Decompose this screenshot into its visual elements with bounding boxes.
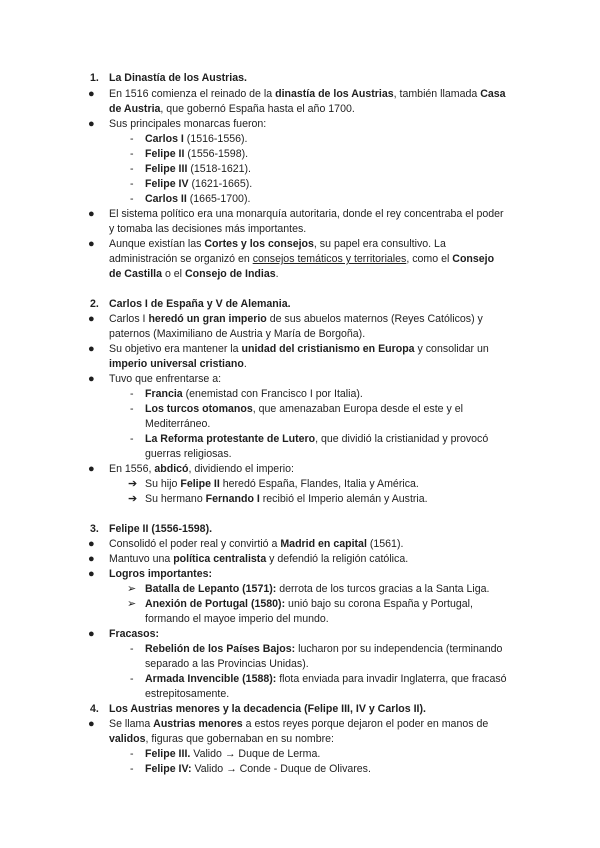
bullet-icon: ● bbox=[88, 628, 95, 640]
section-title: Los Austrias menores y la decadencia (Felipe III, IV y Carlos II). bbox=[109, 703, 426, 715]
dash-icon: - bbox=[130, 388, 134, 400]
dash-icon: - bbox=[130, 148, 134, 160]
bullet-icon: ● bbox=[88, 88, 95, 100]
bullet-icon: ● bbox=[88, 238, 95, 250]
dash-icon: - bbox=[130, 178, 134, 190]
section-title: Carlos I de España y V de Alemania. bbox=[109, 298, 291, 310]
section-title: La Dinastía de los Austrias. bbox=[109, 72, 247, 84]
bullet-icon: ● bbox=[88, 208, 95, 220]
dash-icon: - bbox=[130, 433, 134, 445]
arrow-right-icon: ➔ bbox=[128, 493, 138, 505]
bullet-icon: ● bbox=[88, 343, 95, 355]
arrow-right-icon: ➔ bbox=[128, 478, 138, 490]
dash-icon: - bbox=[130, 133, 134, 145]
dash-icon: - bbox=[130, 163, 134, 175]
document-page: 1. La Dinastía de los Austrias. ● En 1516 comienza el reinado de la dinastía de los Austrias, también llamada Casa de Austria, que gobernó España hasta el año 1700. ● Sus principales monarcas fueron: - Carlos I (1516-1556). - Felipe II (1556-1598). - Felipe III (1518-1621). - Felipe IV (1621-1665). - Carlos II (1665-1700). ● El sistema político era una monarquía autoritaria, donde el rey concentraba el poder y tomaba las decisiones más importantes. ● Aunque existían las Cortes y los consejos, su papel era consultivo. La administración se organizó en consejos temáticos y territoriales, como el Consejo de Castilla o el Consejo de Indias. 2. Carlos I de España y V de Alemania. ● Carlos I heredó un gran imperio de sus abuelos maternos (Reyes Católicos) y paternos (Maximiliano de Austria y María de Borgoña). ● Su objetivo era mantener la unidad del cristianismo en Europa y consolidar un imperio universal cristiano. ● Tuvo que enfrentarse a: - Francia (enemistad con Francisco I por Italia). - Los turcos otomanos, que amenazaban Europa desde el este y el Mediterráneo. - La Reforma protestante de Lutero, que dividió la cristianidad y provocó guerras religiosas. ● En 1556, abdicó, dividiendo el imperio: ➔ Su hijo Felipe II heredó España, Flandes, Italia y América. ➔ Su hermano Fernando I recibió el Imperio alemán y Austria. 3. Felipe II (1556-1598). ● Consolidó el poder real y convirtió a Madrid en capital (1561). ● Mantuvo una política centralista y defendió la religión católica. ● Logros importantes: ➢ Batalla de Lepanto (1571): derrota de los turcos gracias a la Santa Liga. ➢ Anexión de Portugal (1580): unió bajo su corona España y Portugal, formando el mayoe imperio del mundo. ● Fracasos: - Rebelión de los Países Bajos: lucharon por su independencia (terminando separado a las Provincias Unidas). - Armada Invencible (1588): flota enviada para invadir Inglaterra, que fracasó estrepitosamente. 4. Los Austrias menores y la decadencia (Felipe III, IV y Carlos II). ● Se llama Austrias menores a estos reyes porque dejaron el poder en manos de validos, figuras que gobernaban en su nombre: - Felipe III. Valido → Duque de Lerma. - Felipe IV: Valido → Conde - Duque de Olivares. bbox=[88, 72, 507, 775]
bullet-icon: ● bbox=[88, 118, 95, 130]
arrowhead-icon: ➢ bbox=[127, 598, 137, 610]
bullet-icon: ● bbox=[88, 718, 95, 730]
dash-icon: - bbox=[130, 643, 134, 655]
bullet-icon: ● bbox=[88, 553, 95, 565]
arrowhead-icon: ➢ bbox=[127, 583, 137, 595]
dash-icon: - bbox=[130, 673, 134, 685]
bullet-icon: ● bbox=[88, 538, 95, 550]
dash-icon: - bbox=[130, 748, 134, 760]
dash-icon: - bbox=[130, 763, 134, 775]
bullet-icon: ● bbox=[88, 568, 95, 580]
dash-icon: - bbox=[130, 403, 134, 415]
bullet-icon: ● bbox=[88, 313, 95, 325]
bullet-icon: ● bbox=[88, 463, 95, 475]
section-title: Felipe II (1556-1598). bbox=[109, 523, 213, 535]
bullet-icon: ● bbox=[88, 373, 95, 385]
dash-icon: - bbox=[130, 193, 134, 205]
